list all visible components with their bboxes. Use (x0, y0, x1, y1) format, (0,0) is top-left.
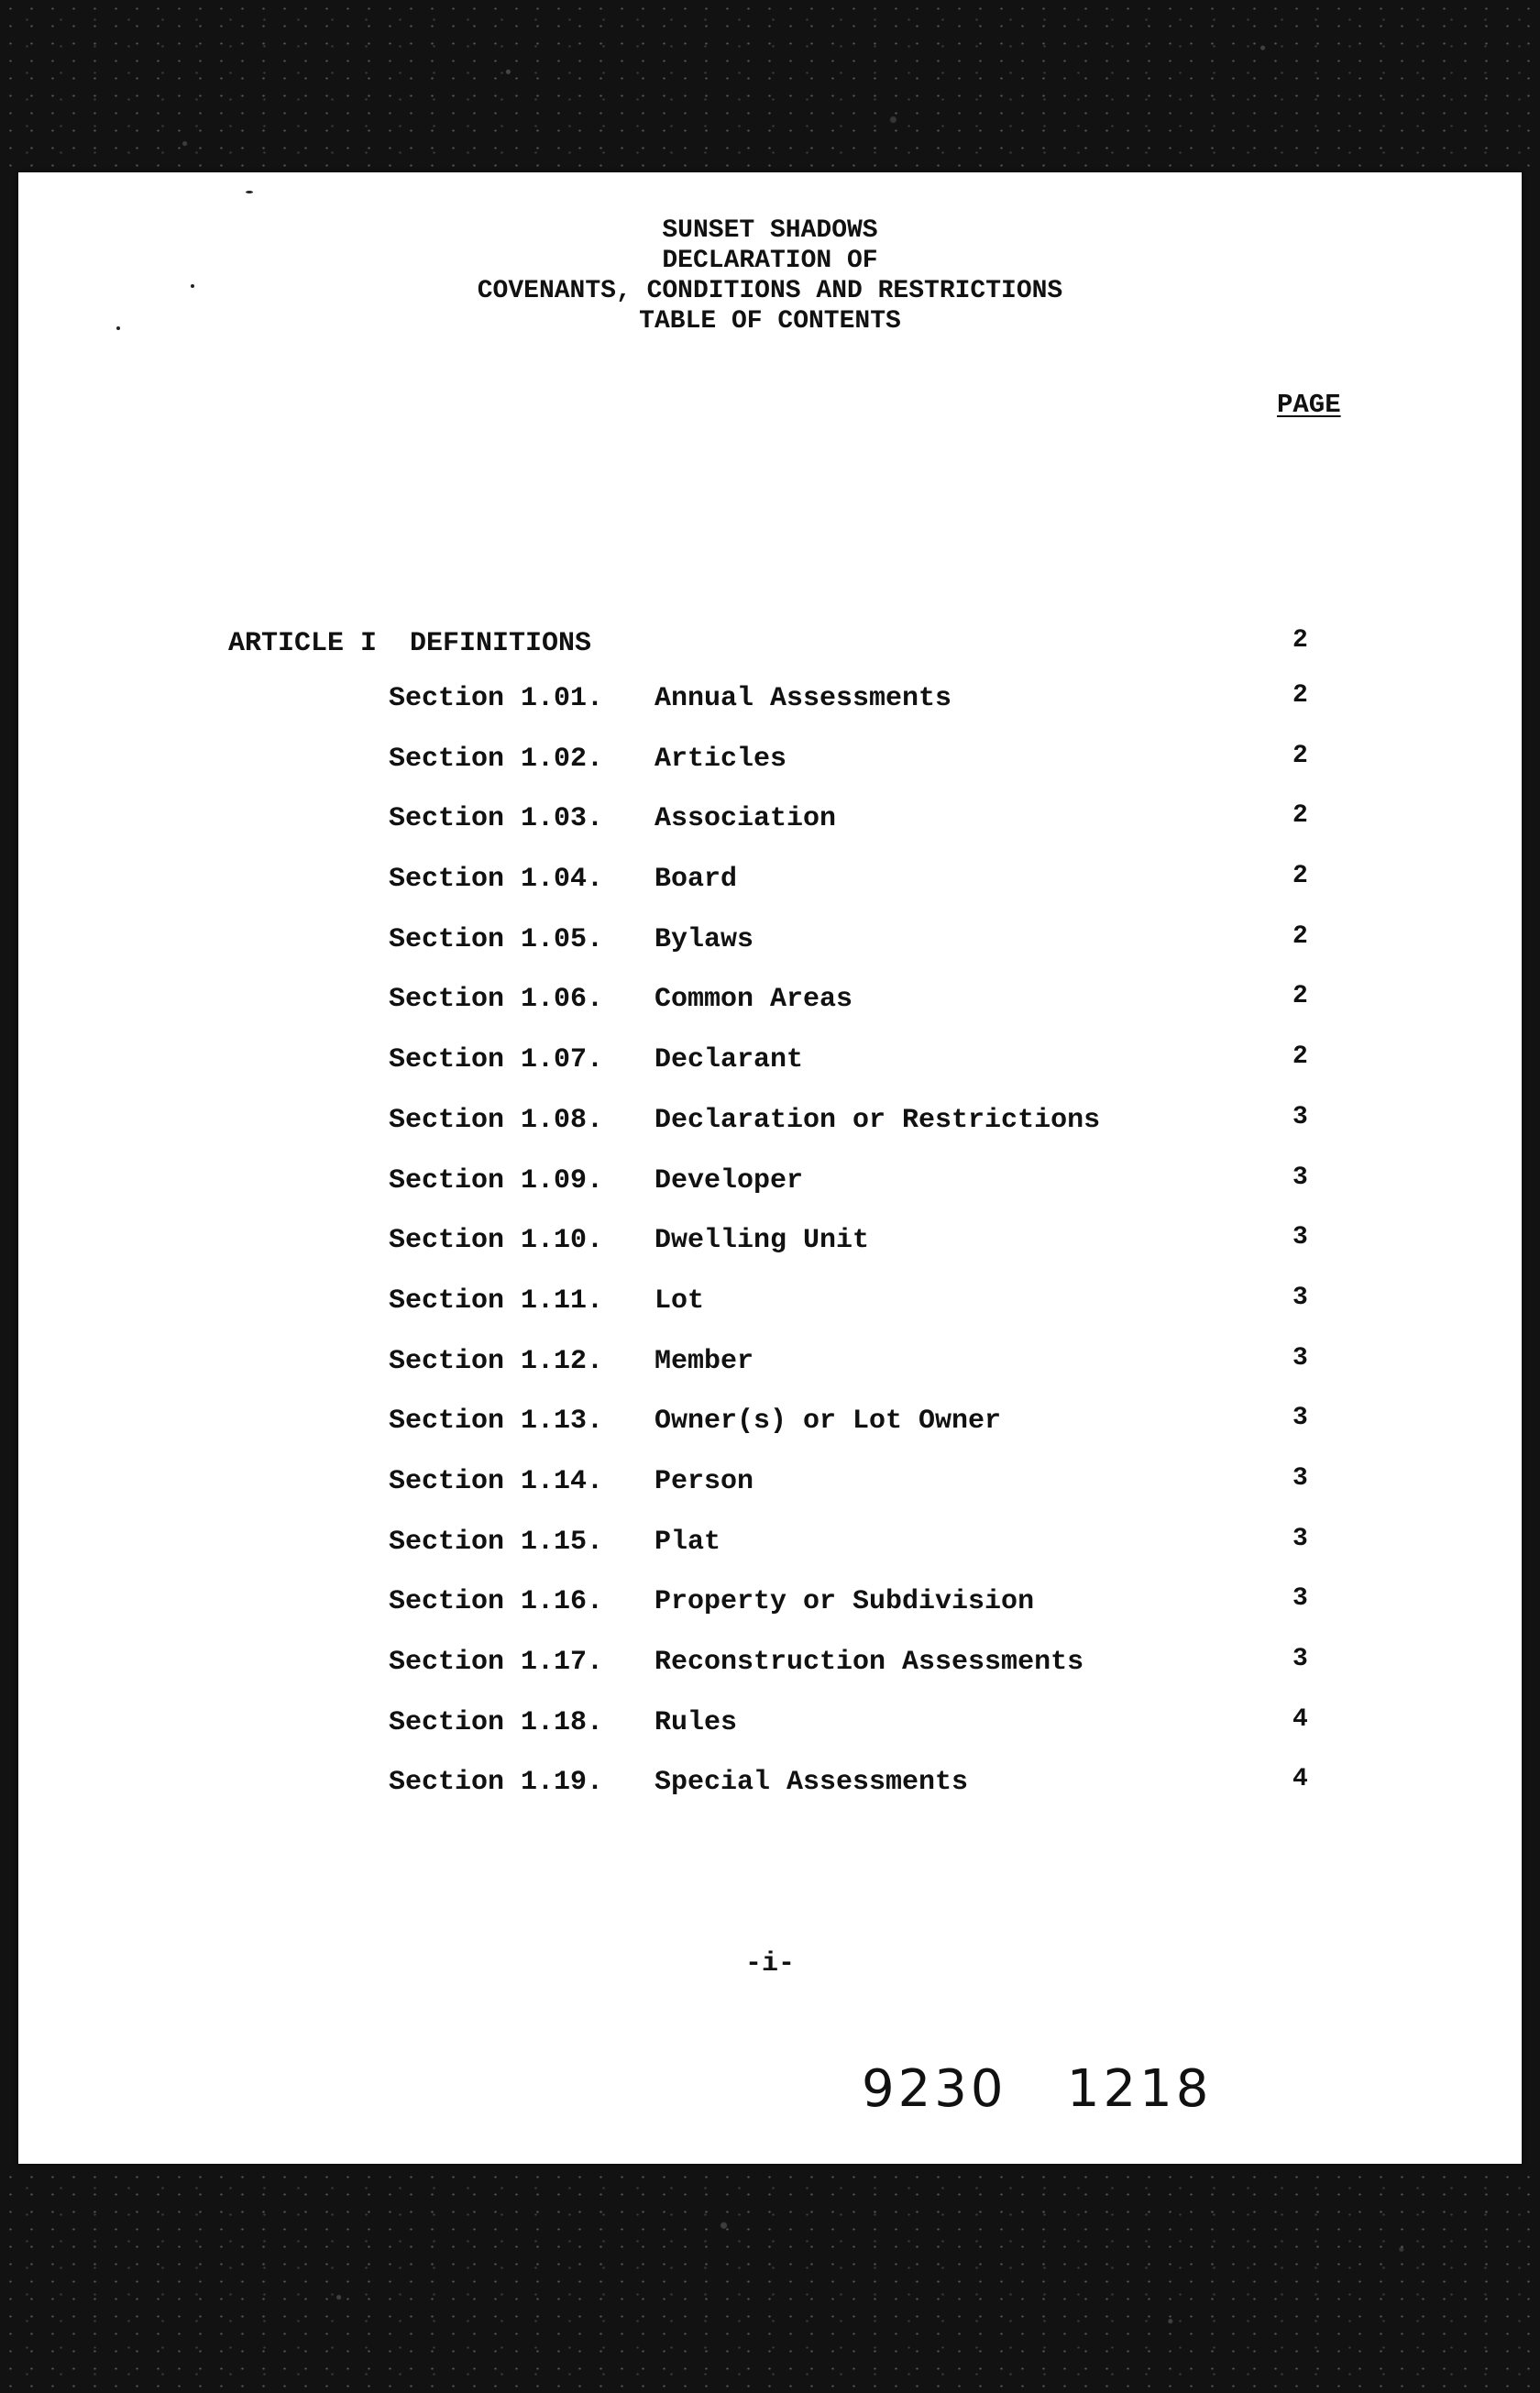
section-title: Declarant (654, 1044, 804, 1076)
toc-row (0, 1767, 1540, 1827)
section-page-number: 4 (1292, 1704, 1308, 1734)
section-page-number: 3 (1292, 1343, 1308, 1373)
toc-row (0, 1463, 1540, 1527)
section-number: Section 1.05. (389, 923, 604, 955)
section-number: Section 1.03. (389, 803, 604, 835)
toc-row (0, 984, 1540, 1044)
section-title: Lot (654, 1285, 705, 1317)
toc-row (0, 741, 1540, 804)
scan-noise-bottom (0, 2168, 1540, 2393)
section-number: Section 1.10. (389, 1225, 604, 1257)
section-title: Property or Subdivision (654, 1586, 1035, 1618)
scan-noise-top (0, 0, 1540, 174)
section-page-number: 4 (1292, 1765, 1308, 1794)
title-line: TABLE OF CONTENTS (639, 307, 901, 336)
table-of-contents (0, 683, 1540, 1827)
toc-row (0, 1285, 1540, 1346)
toc-row (0, 683, 1540, 744)
title-line: SUNSET SHADOWS (662, 216, 878, 245)
section-number: Section 1.01. (389, 683, 604, 714)
section-page-number: 3 (1292, 1163, 1308, 1192)
title-line: COVENANTS, CONDITIONS AND RESTRICTIONS (477, 277, 1063, 305)
toc-row (0, 1165, 1540, 1226)
section-number: Section 1.11. (389, 1285, 604, 1317)
section-title: Common Areas (654, 984, 853, 1016)
section-page-number: 2 (1292, 681, 1308, 710)
section-title: Association (654, 803, 837, 835)
document-title (0, 215, 1540, 336)
section-title: Special Assessments (654, 1767, 969, 1799)
toc-row (0, 803, 1540, 864)
title-line: DECLARATION OF (662, 247, 878, 275)
handwritten-stamp-number: 9230 1218 (862, 2059, 1213, 2119)
section-title: Rules (654, 1706, 738, 1738)
page-folio: -i- (744, 1948, 795, 1979)
toc-row (0, 1704, 1540, 1768)
toc-row (0, 864, 1540, 924)
section-page-number: 2 (1292, 801, 1308, 831)
section-title: Declaration or Restrictions (654, 1104, 1101, 1136)
article-heading: ARTICLE I DEFINITIONS (228, 628, 592, 659)
section-page-number: 3 (1292, 1524, 1308, 1553)
page-column-header: PAGE (1277, 390, 1341, 420)
section-number: Section 1.09. (389, 1164, 604, 1196)
toc-row (0, 1044, 1540, 1105)
toc-row (0, 1343, 1540, 1406)
section-title: Articles (654, 743, 787, 775)
toc-row (0, 921, 1540, 985)
section-title: Member (654, 1345, 754, 1377)
toc-row (0, 1406, 1540, 1466)
section-number: Section 1.04. (389, 864, 604, 896)
toc-row (0, 1647, 1540, 1707)
section-number: Section 1.17. (389, 1647, 604, 1678)
section-page-number: 3 (1292, 1463, 1308, 1493)
section-number: Section 1.14. (389, 1465, 604, 1497)
section-number: Section 1.02. (389, 743, 604, 775)
ink-speck (246, 191, 253, 193)
section-page-number: 3 (1292, 1584, 1308, 1614)
section-title: Dwelling Unit (654, 1225, 870, 1257)
section-page-number: 3 (1292, 1283, 1308, 1312)
section-title: Owner(s) or Lot Owner (654, 1406, 1002, 1438)
toc-row (0, 1102, 1540, 1165)
section-number: Section 1.06. (389, 984, 604, 1016)
toc-row (0, 1524, 1540, 1587)
section-title: Reconstruction Assessments (654, 1647, 1084, 1678)
section-title: Plat (654, 1526, 721, 1558)
section-title: Developer (654, 1164, 804, 1196)
section-title: Board (654, 864, 738, 896)
section-number: Section 1.07. (389, 1044, 604, 1076)
section-number: Section 1.18. (389, 1706, 604, 1738)
section-page-number: 3 (1292, 1404, 1308, 1433)
toc-row (0, 1225, 1540, 1285)
article-page-number: 2 (1292, 626, 1308, 655)
section-title: Person (654, 1465, 754, 1497)
section-page-number: 2 (1292, 741, 1308, 770)
section-page-number: 2 (1292, 982, 1308, 1011)
section-title: Annual Assessments (654, 683, 952, 714)
section-number: Section 1.15. (389, 1526, 604, 1558)
section-number: Section 1.19. (389, 1767, 604, 1799)
section-number: Section 1.13. (389, 1406, 604, 1438)
section-page-number: 2 (1292, 862, 1308, 891)
section-page-number: 3 (1292, 1102, 1308, 1131)
section-page-number: 3 (1292, 1645, 1308, 1673)
section-title: Bylaws (654, 923, 754, 955)
toc-row (0, 1586, 1540, 1647)
section-page-number: 2 (1292, 1042, 1308, 1072)
section-page-number: 3 (1292, 1223, 1308, 1252)
section-number: Section 1.08. (389, 1104, 604, 1136)
section-number: Section 1.16. (389, 1586, 604, 1618)
section-number: Section 1.12. (389, 1345, 604, 1377)
section-page-number: 2 (1292, 921, 1308, 951)
